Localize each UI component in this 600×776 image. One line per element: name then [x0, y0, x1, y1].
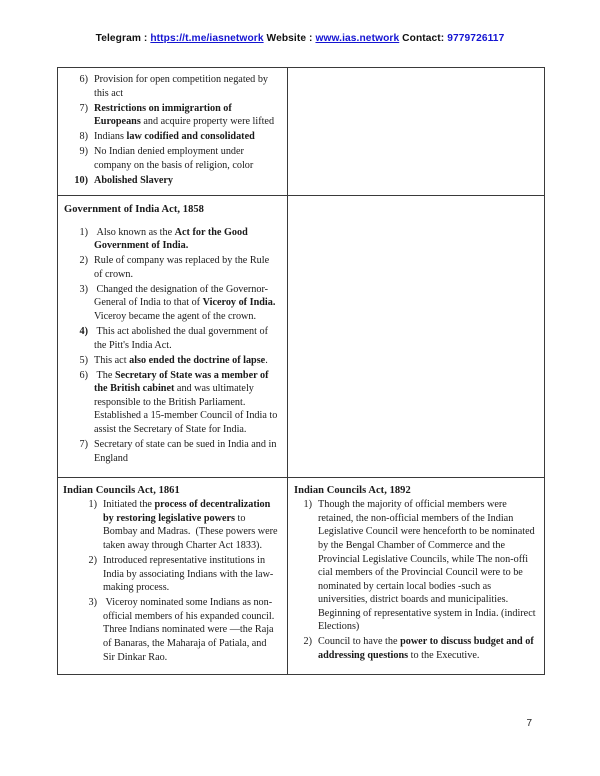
- website-link[interactable]: www.ias.network: [315, 33, 400, 44]
- list-item: [64, 145, 279, 172]
- list-marker: 2): [88, 555, 97, 567]
- table-cell-indian-councils-act-1861: [58, 477, 288, 674]
- list-charter-act-continued: [64, 73, 279, 188]
- list-marker: 10): [74, 174, 88, 186]
- table-cell-indian-councils-act-1892: [288, 477, 545, 674]
- list-government-of-india-act-1858: [64, 226, 279, 466]
- list-item: [294, 498, 536, 634]
- table-cell-charter-act-continued: [58, 68, 288, 196]
- telegram-label: Telegram :: [95, 33, 151, 44]
- list-text: This act abolished the dual government of the Pitt's India Act.: [94, 326, 268, 351]
- list-text: Indians law codified and consolidated: [94, 131, 255, 143]
- list-item: [64, 283, 279, 324]
- list-text: Viceroy nominated some Indians as non-official members of his expanded council. Three Indians nominated were —the Raja of Banaras, the Maharaja of Patiala, and Sir Dinkar Rao.: [103, 597, 275, 663]
- contact-label: Contact:: [399, 33, 448, 44]
- cell-title: Indian Councils Act, 1861: [63, 484, 180, 496]
- list-text: Restrictions on immigrartion of Europeans and acquire property were lifted: [94, 102, 275, 128]
- list-indian-councils-act-1892: [294, 498, 536, 662]
- list-item: [64, 130, 279, 144]
- list-marker: 3): [79, 283, 88, 295]
- cell-title: Government of India Act, 1858: [64, 204, 204, 215]
- list-item: [63, 498, 279, 552]
- list-item: [64, 254, 279, 281]
- list-marker: 5): [79, 354, 88, 366]
- list-marker: 1): [88, 499, 97, 511]
- list-marker: 2): [303, 636, 312, 648]
- contact-number: 9779726117: [447, 33, 505, 44]
- table-cell-government-of-india-act-1858: [58, 196, 288, 478]
- list-indian-councils-act-1861: [63, 498, 279, 664]
- table-row: [58, 196, 545, 478]
- list-text: Initiated the process of decentralization by restoring legislative powers to Bombay and Madras. (These powers were taken away through Charter Act 1833).: [103, 499, 278, 552]
- list-text: The Secretary of State was a member of the British cabinet and was ultimately responsible to the British Parliament. Established a 15-member Council of India to assist the Secretary of State for India.: [94, 369, 278, 436]
- list-marker: 7): [79, 102, 88, 114]
- list-item: [64, 354, 279, 368]
- list-text: This act also ended the doctrine of lapse.: [94, 354, 268, 366]
- list-item: [63, 554, 279, 595]
- list-text: Also known as the Act for the Good Government of India.: [94, 226, 248, 252]
- list-text: Changed the designation of the Governor-General of India to that of Viceroy of India. Viceroy became the agent of the crown.: [94, 283, 278, 323]
- table-row: [58, 68, 545, 196]
- list-text: Though the majority of official members were retained, the non-official members of the Indian Legislative Council were henceforth to be nominated by the Bengal Chamber of Commerce and the Provincial Legislative Councils, while The non-offi cial members of the Provincial Council were to be nominated by certain local bodies -such as universities, district boards and municipalities. Beginning of representative system in India. (indirect Elections): [318, 499, 536, 633]
- website-label: Website :: [263, 33, 316, 44]
- list-marker: 1): [303, 499, 312, 511]
- list-text: Rule of company was replaced by the Rule of crown.: [94, 255, 270, 280]
- page-header: [0, 33, 600, 44]
- list-item: [64, 102, 279, 129]
- list-item: [294, 635, 536, 662]
- table-row: [58, 477, 545, 674]
- table-cell-empty-row2: [288, 196, 545, 478]
- list-marker: 6): [79, 369, 88, 381]
- list-text: Council to have the power to discuss budget and of addressing questions to the Executive.: [318, 636, 534, 662]
- list-marker: 2): [79, 255, 88, 267]
- acts-comparison-table: [57, 67, 545, 675]
- list-item: [63, 596, 279, 664]
- list-item: [64, 369, 279, 437]
- list-marker: 7): [79, 439, 88, 451]
- list-item: [64, 438, 279, 465]
- list-item: [64, 174, 279, 188]
- list-marker: 3): [88, 597, 97, 609]
- list-marker: 4): [79, 326, 88, 338]
- list-marker: 9): [79, 146, 88, 158]
- telegram-link[interactable]: https://t.me/iasnetwork: [150, 33, 264, 44]
- list-text: Provision for open competition negated by this act: [94, 74, 269, 99]
- list-text: Abolished Slavery: [94, 174, 173, 186]
- list-item: [64, 226, 279, 253]
- table-cell-empty-row1: [288, 68, 545, 196]
- list-item: [64, 73, 279, 100]
- list-text: Introduced representative institutions in India by associating Indians with the law-making process.: [103, 555, 274, 594]
- list-text: Secretary of state can be sued in India and in England: [94, 439, 277, 464]
- page-number: 7: [526, 718, 532, 729]
- list-item: [64, 325, 279, 352]
- list-marker: 8): [79, 131, 88, 143]
- list-marker: 6): [79, 74, 88, 85]
- list-text: No Indian denied employment under company on the basis of religion, color: [94, 146, 254, 171]
- cell-title: Indian Councils Act, 1892: [294, 484, 411, 496]
- list-marker: 1): [79, 226, 88, 238]
